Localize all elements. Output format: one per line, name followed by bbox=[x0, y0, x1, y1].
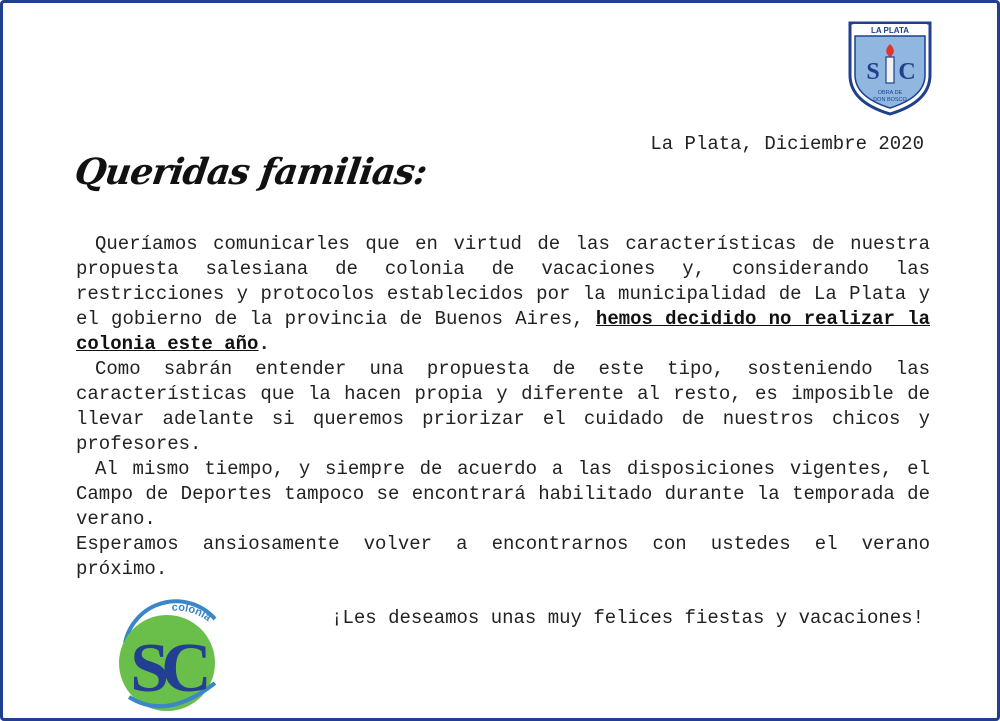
closing-wishes: ¡Les deseamos unas muy felices fiestas y vacaciones! bbox=[331, 607, 924, 629]
decision-emphasis: hemos decidido no realizar la colonia este año bbox=[76, 308, 930, 355]
colonia-initials: SC bbox=[130, 630, 204, 707]
paragraph-2: Como sabrán entender una propuesta de este tipo, sosteniendo las características que la hacen propia y diferente al resto, es imposible de llevar adelante si queremos priorizar el cuidado de nuestros chicos y profesores. bbox=[76, 358, 930, 455]
torch-icon bbox=[886, 57, 894, 83]
greeting-heading: Queridas familias: bbox=[72, 151, 430, 193]
paragraph-3: Al mismo tiempo, y siempre de acuerdo a las disposiciones vigentes, el Campo de Deportes tampoco se encontrará habilitado durante la temporada de verano. bbox=[76, 458, 930, 530]
crest-bottom-text-1: OBRA DE bbox=[877, 90, 903, 96]
school-crest-logo bbox=[847, 20, 933, 116]
crest-initial-right: C bbox=[898, 59, 916, 85]
crest-bottom-text-2: DON BOSCO bbox=[873, 97, 907, 103]
crest-initial-left: S bbox=[866, 59, 880, 85]
colonia-logo bbox=[111, 597, 229, 715]
paragraph-4: Esperamos ansiosamente volver a encontrarnos con ustedes el verano próximo. bbox=[76, 533, 930, 580]
crest-top-text: LA PLATA bbox=[870, 26, 910, 35]
letter-date: La Plata, Diciembre 2020 bbox=[650, 133, 924, 155]
colonia-arc-text: colonia bbox=[171, 601, 214, 624]
paragraph-1-end: . bbox=[258, 333, 270, 355]
letter-body bbox=[76, 232, 930, 582]
paragraph-1 bbox=[76, 232, 930, 357]
paragraph-1-text: Queríamos comunicarles que en virtud de las características de nuestra propuesta salesiana de colonia de vacaciones y, considerando las restricciones y protocolos establecidos por la municipalidad de La Plata y el gobierno de la provincia de Buenos Aires, bbox=[76, 233, 930, 330]
